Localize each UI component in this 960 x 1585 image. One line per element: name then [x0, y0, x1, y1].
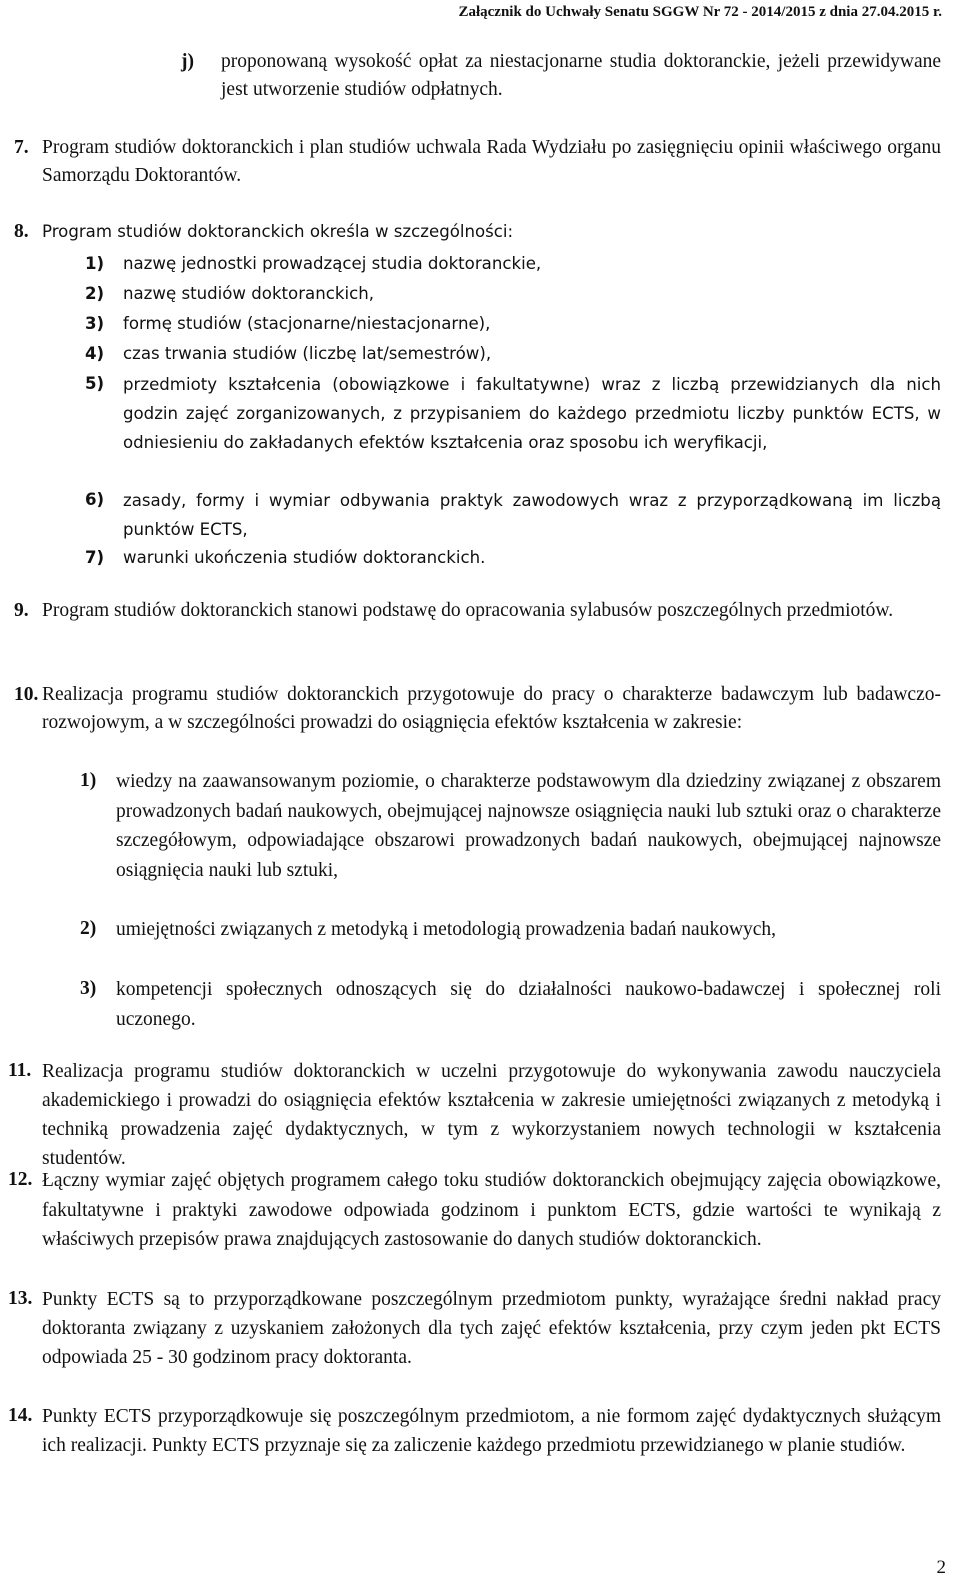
item-j [181, 48, 941, 103]
paragraph-12-text: Łączny wymiar zajęć objętych programem całego toku studiów doktoranckich obejmujący zajęcia obowiązkowe, fakultatywne i praktyki zawodowe odpowiada godzinom i punktom ECTS, gdzie wartości te wynikają z właściwych przepisów prawa znajdujących zastosowanie do danych studiów doktoranckich. [42, 1170, 941, 1250]
paragraph-11 [8, 1057, 941, 1173]
paragraph-7-text: Program studiów doktoranckich i plan studiów uchwala Rada Wydziału po zasięgnięciu opinii właściwego organu Samorządu Doktorantów. [42, 137, 941, 186]
p8-subitem-2: 2) nazwę studiów doktoranckich, [85, 284, 374, 303]
paragraph-9-number: 9. [14, 600, 29, 621]
paragraph-8-number: 8. [14, 221, 29, 242]
p10-subitem-3: 3) kompetencji społecznych odnoszących się do działalności naukowo-badawczej i społecznej roli uczonego. [80, 978, 941, 1030]
paragraph-7-number: 7. [14, 137, 29, 158]
paragraph-14-number: 14. [8, 1405, 33, 1426]
p8-subitem-5: 5) przedmioty kształcenia (obowiązkowe i fakultatywne) wraz z liczbą przewidzianych dla nich godzin zajęć zorganizowanych, z przypisaniem do każdego przedmiotu liczby punktów ECTS, w odniesieniu do zakładanych efektów kształcenia oraz sposobu ich weryfikacji, [85, 374, 941, 452]
item-j-number: j) [181, 51, 194, 72]
paragraph-8 [14, 218, 941, 246]
paragraph-7 [14, 134, 941, 189]
paragraph-14 [8, 1402, 941, 1460]
paragraph-9 [14, 597, 941, 625]
paragraph-13-number: 13. [8, 1288, 33, 1309]
paragraph-12 [8, 1166, 941, 1255]
document-header: Załącznik do Uchwały Senatu SGGW Nr 72 - 2014/2015 z dnia 27.04.2015 r. [458, 4, 942, 20]
p8-subitem-4: 4) czas trwania studiów (liczbę lat/semestrów), [85, 344, 492, 363]
paragraph-10-number: 10. [14, 684, 39, 705]
paragraph-10-text: Realizacja programu studiów doktoranckich przygotowuje do pracy o charakterze badawczym lub badawczo-rozwojowym, a w szczególności prowadzi do osiągnięcia efektów kształcenia w zakresie: [42, 684, 941, 733]
p10-subitem-2: 2) umiejętności związanych z metodyką i metodologią prowadzenia badań naukowych, [80, 918, 777, 940]
paragraph-13-text: Punkty ECTS są to przyporządkowane poszczególnym przedmiotom punkty, wyrażające średni nakład pracy doktoranta związany z uzyskaniem założonych dla tych zajęć efektów kształcenia, przy czym jeden pkt ECTS odpowiada 25 - 30 godzinom pracy doktoranta. [42, 1289, 941, 1368]
paragraph-10 [14, 681, 941, 736]
p10-subitem-1: 1) wiedzy na zaawansowanym poziomie, o charakterze podstawowym dla dziedziny związanej z obszarem prowadzonych badań naukowych, obejmującej najnowsze osiągnięcia nauki lub sztuki oraz o charakterze szczegółowym, odpowiadające obszarowi prowadzonych badań naukowych, obejmującej najnowsze osiągnięcia nauki lub sztuki, [80, 770, 941, 881]
paragraph-12-number: 12. [8, 1169, 33, 1190]
item-j-text: proponowaną wysokość opłat za niestacjonarne studia doktoranckie, jeżeli przewidywane jest utworzenie studiów odpłatnych. [221, 51, 941, 100]
p8-subitem-6: 6) zasady, formy i wymiar odbywania praktyk zawodowych wraz z przyporządkowaną im liczbą punktów ECTS, [85, 490, 941, 539]
p8-subitem-1: 1) nazwę jednostki prowadzącej studia doktoranckie, [85, 254, 542, 273]
p8-subitem-3: 3) formę studiów (stacjonarne/niestacjonarne), [85, 314, 491, 333]
paragraph-14-text: Punkty ECTS przyporządkowuje się poszczególnym przedmiotom, a nie formom zajęć dydaktycznych służącym ich realizacji. Punkty ECTS przyznaje się za zaliczenie każdego przedmiotu przewidzianego w planie studiów. [42, 1406, 941, 1456]
paragraph-9-text: Program studiów doktoranckich stanowi podstawę do opracowania sylabusów poszczególnych przedmiotów. [42, 600, 894, 621]
p8-subitem-7: 7) warunki ukończenia studiów doktoranckich. [85, 548, 486, 567]
paragraph-11-number: 11. [8, 1060, 32, 1081]
paragraph-8-text: Program studiów doktoranckich określa w szczególności: [42, 222, 514, 241]
paragraph-11-text: Realizacja programu studiów doktoranckich w uczelni przygotowuje do wykonywania zawodu nauczyciela akademickiego i prowadzi do osiągnięcia efektów kształcenia w zakresie umiejętności związanych z metodyką i techniką prowadzenia zajęć dydaktycznych, w tym z wykorzystaniem nowych technologii w kształcenia studentów. [42, 1061, 941, 1169]
paragraph-13 [8, 1285, 941, 1372]
page-number: 2 [936, 1557, 946, 1578]
